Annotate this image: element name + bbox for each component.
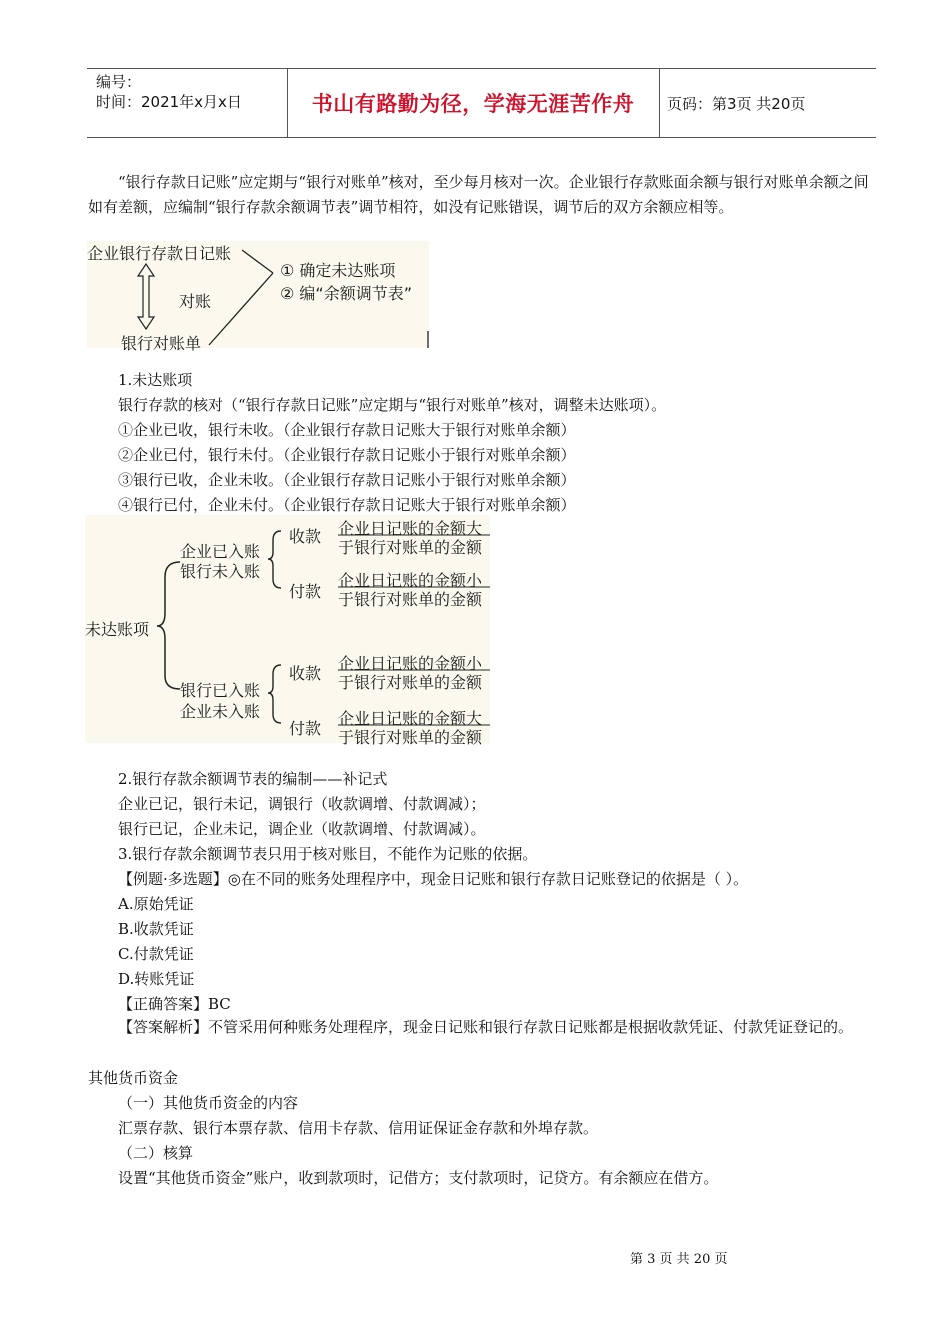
section2-line: 企业已记，银行未记，调银行（收款调增、付款调减）； [118,795,486,813]
header-motto: 书山有路勤为径，学海无涯苦作舟 [311,92,635,116]
header-page-cell [659,69,876,137]
section2-line: 银行已记，企业未记，调企业（收款调增、付款调减）。 [118,820,486,838]
result-text: 企业日记账的金额小 [338,654,483,673]
section1-item: ④银行已付，企业未付。（企业银行存款日记账大于银行对账单余额） [118,496,576,514]
group1-line1: 企业已入账 [180,542,261,561]
header-page-info: 页码：第3页 共20页 [667,94,806,113]
section1-item: ③银行已收，企业未收。（企业银行存款日记账小于银行对账单余额） [118,471,576,489]
intro-paragraph: “银行存款日记账”应定期与“银行对账单”核对，至少每月核对一次。企业银行存款账面余额与银行对账单余额之间如有差额，应编制“银行存款余额调节表”调节相符，如没有记账错误，调节后的双方余额应相等。 [88,173,869,216]
reconciliation-figure [87,241,429,353]
header-meta [87,69,288,137]
step-two-label: ② 编“余额调节表” [280,284,413,303]
example-analysis: 【答案解析】不管采用何种账务处理程序，现金日记账和银行存款日记账都是根据收款凭证、付款凭证登记的。 [118,1018,854,1036]
result-text: 企业日记账的金额大 [338,709,483,728]
example-option: A.原始凭证 [118,895,194,913]
result-text: 企业日记账的金额小 [338,571,483,590]
example-option: C.付款凭证 [118,945,194,963]
section1-desc: 银行存款的核对（“银行存款日记账”应定期与“银行对账单”核对，调整未达账项）。 [118,396,667,414]
example-question: 【例题·多选题】◎在不同的账务处理程序中，现金日记账和银行存款日记账登记的依据是（ ）。 [118,870,749,888]
result-text: 于银行对账单的金额 [338,590,483,609]
time-label: 时间：2021年x月x日 [96,93,242,111]
result-text: 于银行对账单的金额 [338,673,483,692]
page-footer: 第 3 页 共 20 页 [630,1252,728,1267]
example-option: B.收款凭证 [118,920,194,938]
step-one-label: ① 确定未达账项 [280,261,396,280]
group1-line2: 银行未入账 [180,562,261,581]
example-option: D.转账凭证 [118,970,195,988]
other-sub2: （二）核算 [118,1144,194,1162]
result-text: 于银行对账单的金额 [338,538,483,557]
receive-label: 收款 [289,527,322,546]
group2-line1: 银行已入账 [180,681,261,700]
other-sub1: （一）其他货币资金的内容 [118,1094,299,1112]
other-content1: 汇票存款、银行本票存款、信用卡存款、信用证保证金存款和外埠存款。 [118,1119,599,1137]
section2-title: 2.银行存款余额调节表的编制——补记式 [118,770,388,788]
outstanding-root-label: 未达账项 [85,620,150,639]
pay-label: 付款 [289,582,322,601]
cash-journal-label: 企业银行存款日记账 [87,244,232,263]
reconcile-label: 对账 [179,292,212,311]
receive-label: 收款 [289,664,322,683]
section1-item: ①企业已收，银行未收。（企业银行存款日记账大于银行对账单余额） [118,421,576,439]
page-header [87,68,876,138]
result-text: 企业日记账的金额大 [338,519,483,538]
result-text: 于银行对账单的金额 [338,728,483,747]
bank-statement-label: 银行对账单 [121,334,202,353]
section3-text: 3.银行存款余额调节表只用于核对账目，不能作为记账的依据。 [118,845,538,863]
section1-item: ②企业已付，银行未付。（企业银行存款日记账小于银行对账单余额） [118,446,576,464]
other-heading: 其他货币资金 [88,1069,179,1087]
outstanding-items-figure [85,515,490,747]
pay-label: 付款 [289,719,322,738]
section1-title: 1.未达账项 [118,371,193,389]
example-answer: 【正确答案】BC [118,995,231,1013]
group2-line2: 企业未入账 [180,702,261,721]
number-label: 编号： [96,73,142,91]
other-content2: 设置“其他货币资金”账户，收到款项时，记借方；支付款项时，记贷方。有余额应在借方。 [118,1169,719,1187]
header-motto-cell [287,69,660,137]
